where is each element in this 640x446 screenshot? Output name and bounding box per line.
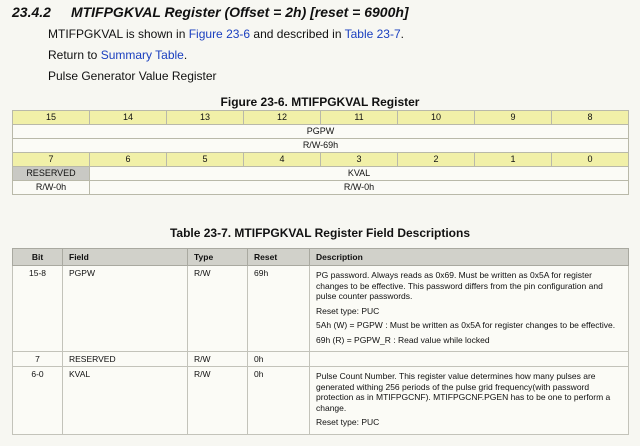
bit-number: 3	[321, 153, 398, 167]
bit-number: 1	[475, 153, 552, 167]
header-reset: Reset	[248, 249, 310, 266]
low-bit-numbers-row	[13, 153, 629, 167]
bit-number: 2	[398, 153, 475, 167]
table-row	[13, 352, 629, 367]
return-text: .	[183, 48, 188, 62]
register-diagram	[12, 110, 629, 195]
intro-text: MTIFPGKVAL is shown in	[48, 27, 189, 41]
cell-type: R/W	[188, 266, 248, 352]
bit-number: 9	[475, 111, 552, 125]
cell-reset: 0h	[248, 367, 310, 435]
cell-reset: 69h	[248, 266, 310, 352]
bit-number: 5	[167, 153, 244, 167]
table-link[interactable]: Table 23-7	[344, 27, 401, 41]
bit-number: 15	[13, 111, 90, 125]
table-header-row	[13, 249, 629, 266]
pgpw-field-access: R/W-69h	[13, 139, 629, 153]
cell-type: R/W	[188, 352, 248, 367]
figure-link[interactable]: Figure 23-6	[188, 27, 251, 41]
bit-number: 6	[90, 153, 167, 167]
pgpw-field-name: PGPW	[13, 125, 629, 139]
description-enum: 69h (R) = PGPW_R : Read value while locked	[316, 334, 490, 345]
figure-title: Figure 23-6. MTIFPGKVAL Register	[220, 95, 420, 109]
description-reset-type: Reset type: PUC	[316, 417, 380, 427]
bit-number: 14	[90, 111, 167, 125]
reserved-field-name: RESERVED	[13, 167, 90, 181]
cell-description	[310, 352, 629, 367]
table-row	[13, 367, 629, 435]
cell-bit: 15-8	[13, 266, 63, 352]
section-heading	[12, 4, 409, 20]
cell-description	[310, 367, 629, 435]
intro-text: and described in	[250, 27, 345, 41]
header-type: Type	[188, 249, 248, 266]
cell-field: KVAL	[63, 367, 188, 435]
cell-type: R/W	[188, 367, 248, 435]
cell-description	[310, 266, 629, 352]
high-bit-numbers-row	[13, 111, 629, 125]
intro-text: .	[400, 27, 404, 41]
cell-bit: 7	[13, 352, 63, 367]
section-title: MTIFPGKVAL Register (Offset = 2h) [reset = 6900h]	[70, 4, 409, 20]
bit-number: 11	[321, 111, 398, 125]
cell-bit: 6-0	[13, 367, 63, 435]
cell-field: RESERVED	[63, 352, 188, 367]
summary-table-link[interactable]: Summary Table	[100, 48, 184, 62]
cell-reset: 0h	[248, 352, 310, 367]
bit-number: 12	[244, 111, 321, 125]
description-text: PG password. Always reads as 0x69. Must be written as 0x5A for register changes to be effective. This password differs from the pin configuration and pulse counter passwords.	[316, 270, 603, 301]
section-number: 23.4.2	[12, 4, 51, 20]
header-description: Description	[310, 249, 629, 266]
kval-field-access: R/W-0h	[90, 181, 629, 195]
return-text: Return to	[48, 48, 101, 62]
description-text: Pulse Count Number. This register value determines how many pulses are generated withing 256 periods of the pulse grid frequency(with password protection as in MTIFPGCNF). MTIFPGCNF.PGEN has to be one to perform a change.	[316, 371, 611, 413]
cell-field: PGPW	[63, 266, 188, 352]
bit-number: 13	[167, 111, 244, 125]
intro-paragraph	[48, 27, 404, 41]
kval-field-name: KVAL	[90, 167, 629, 181]
header-field: Field	[63, 249, 188, 266]
header-bit: Bit	[13, 249, 63, 266]
reserved-field-access: R/W-0h	[13, 181, 90, 195]
bit-number: 7	[13, 153, 90, 167]
bit-number: 10	[398, 111, 475, 125]
description-enum: 5Ah (W) = PGPW : Must be written as 0x5A for register changes to be effective.	[316, 320, 616, 330]
description-reset-type: Reset type: PUC	[316, 305, 380, 316]
bit-number: 4	[244, 153, 321, 167]
table-row	[13, 266, 629, 352]
return-paragraph	[48, 48, 187, 62]
register-description: Pulse Generator Value Register	[48, 69, 217, 83]
bit-number: 0	[552, 153, 629, 167]
table-title: Table 23-7. MTIFPGKVAL Register Field Descriptions	[169, 226, 471, 240]
field-descriptions-table	[12, 248, 629, 435]
bit-number: 8	[552, 111, 629, 125]
